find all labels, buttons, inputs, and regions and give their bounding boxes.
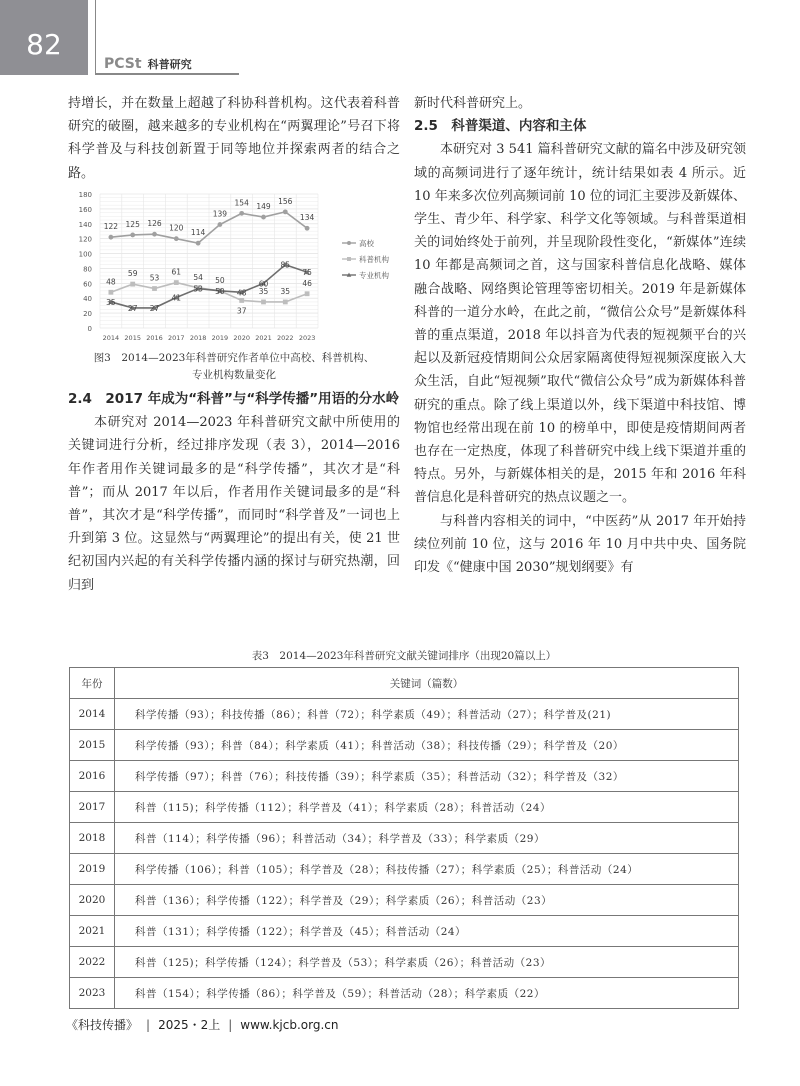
data-point	[261, 215, 266, 220]
y-tick-label: 120	[78, 235, 92, 244]
table-row	[70, 792, 739, 823]
table-row	[70, 823, 739, 854]
data-point	[239, 298, 244, 303]
table-row	[70, 885, 739, 916]
table-row	[70, 978, 739, 1009]
header-divider-horizontal	[95, 73, 239, 75]
data-point	[218, 222, 223, 227]
x-tick-label: 2017	[168, 334, 185, 342]
row-keywords: 科普（154）；科学传播（86）；科学普及（59）；科普活动（28）；科学素质（22）	[115, 978, 739, 1009]
data-label: 35	[106, 297, 116, 307]
paragraph: 与科普内容相关的词中，“中医药”从 2017 年开始持续位列前 10 位，这与 2016 年 10 月中共中央、国务院印发《“健康中国 2030”规划纲要》有	[414, 513, 746, 576]
data-label: 126	[147, 219, 162, 229]
page-number-block	[0, 0, 88, 75]
data-label: 59	[127, 269, 138, 279]
x-tick-label: 2021	[255, 334, 272, 342]
data-label: 35	[280, 286, 291, 296]
row-year: 2020	[70, 885, 115, 916]
journal-brand	[104, 56, 192, 72]
line-chart	[66, 186, 398, 348]
row-year: 2015	[70, 730, 115, 761]
data-point	[109, 235, 114, 240]
legend-label: 专业机构	[359, 271, 389, 280]
data-label: 27	[149, 303, 160, 313]
row-year: 2014	[70, 699, 115, 730]
data-label: 120	[169, 223, 184, 233]
row-keywords: 科学传播（93）；科普（84）；科学素质（41）；科普活动（38）；科技传播（29）；科学普及（20）	[115, 730, 739, 761]
journal-logo: PCSt	[104, 56, 142, 72]
data-label: 149	[256, 202, 271, 212]
data-label: 41	[171, 293, 182, 303]
table-row	[70, 916, 739, 947]
legend-marker	[347, 257, 351, 261]
row-year: 2017	[70, 792, 115, 823]
y-tick-label: 60	[83, 280, 92, 289]
y-tick-label: 80	[83, 265, 92, 274]
left-column-top	[68, 92, 400, 185]
figure-caption-line-1: 图3 2014—2023年科普研究作者单位中高校、科普机构、	[93, 352, 375, 364]
data-point	[239, 211, 244, 216]
x-tick-label: 2022	[277, 334, 294, 342]
paragraph: 新时代科普研究上。	[414, 96, 532, 111]
row-year: 2018	[70, 823, 115, 854]
paragraph: 本研究对 3 541 篇科普研究文献的篇名中涉及研究领域的高频词进行了逐年统计，统计结果如表 4 所示。近 10 年来多次位列高频词前 10 位的词汇主要涉及新媒体、学生、青少年、科学家、科学文化等领域。与科普渠道相关的词始终处于前列，并呈现阶段性变化，“新媒体”连续 10 年都是高频词之首，这与国家科普信息化战略、媒体融合战略、网络舆论管理等密切相关。2019 年是新媒体科普的一道分水岭，在此之前，“微信公众号”是新媒体科普的重点渠道，2018 年以抖音为代表的短视频平台的兴起以及新冠疫情期间公众居家隔离使得短视频深度嵌入大众生活，自此“短视频”取代“微信公众号”成为新媒体科普研究的重点。除了线上渠道以外，线下渠道中科技馆、博物馆也经常出现在前 10 的榜单中，即使是疫情期间两者也存在一定热度，体现了科普研究中线上线下渠道并重的特点。另外，与新媒体相关的是，2015 年和 2016 年科普信息化是科普研究的热点议题之一。	[414, 142, 746, 506]
row-year: 2019	[70, 854, 115, 885]
data-point	[152, 232, 157, 237]
row-keywords: 科学传播（106）；科普（105）；科学普及（28）；科技传播（27）；科学素质（25）；科普活动（24）	[115, 854, 739, 885]
y-tick-label: 40	[83, 295, 92, 304]
left-column-lower	[68, 388, 400, 597]
table-caption: 表3 2014—2023年科普研究文献关键词排序（出现20篇以上）	[251, 650, 557, 662]
paragraph: 本研究对 2014—2023 年科普研究文献中所使用的关键词进行分析，经过排序发现（表 3），2014—2016 年作者用作关键词最多的是“科学传播”，其次才是“科普”；而从 2017 年以后，作者用作关键词最多的是“科普”，其次才是“科学传播”，而同时“科学普及”一词也上升到第 3 位。这显然与“两翼理论”的提出有关，使 21 世纪初国内兴起的有关科学传播内涵的探讨与研究热潮，回归到	[68, 415, 400, 593]
data-label: 60	[258, 279, 269, 289]
data-point	[196, 241, 201, 246]
paragraph: 持增长，并在数量上超越了科协科普机构。这代表着科普研究的破圈，越来越多的专业机构在“两翼理论”号召下将科学普及与科技创新置于同等地位并探索两者的结合之路。	[68, 96, 400, 181]
data-label: 139	[212, 209, 228, 219]
table-row	[70, 854, 739, 885]
data-point	[109, 290, 114, 295]
data-label: 156	[278, 196, 293, 206]
data-label: 53	[193, 284, 203, 294]
data-point	[130, 282, 135, 287]
section-2-5-title: 2.5 科普渠道、内容和主体	[414, 118, 587, 135]
row-keywords: 科普（125)；科学传播（124）；科学普及（53）；科学素质（26）；科普活动（23）	[115, 947, 739, 978]
data-point	[130, 233, 135, 238]
footer-separator: |	[228, 1017, 233, 1032]
data-label: 75	[302, 268, 312, 278]
y-tick-label: 160	[78, 205, 92, 214]
data-label: 35	[258, 286, 269, 296]
data-label: 61	[171, 267, 182, 277]
x-tick-label: 2020	[233, 334, 250, 342]
figure-caption	[68, 350, 400, 384]
legend-marker	[347, 241, 351, 245]
data-label: 114	[190, 228, 206, 238]
x-tick-label: 2023	[298, 334, 316, 342]
data-label: 48	[106, 277, 116, 287]
x-tick-label: 2015	[124, 334, 141, 342]
right-column	[414, 92, 746, 579]
data-point	[305, 226, 310, 231]
row-keywords: 科学传播（97）；科普（76）；科技传播（39）；科学素质（35）；科普活动（32）；科学普及（32）	[115, 761, 739, 792]
header-keywords: 关键词（篇数）	[115, 668, 739, 699]
x-tick-label: 2019	[211, 334, 229, 342]
data-label: 37	[236, 306, 247, 316]
row-year: 2022	[70, 947, 115, 978]
legend-label: 科普机构	[359, 255, 389, 264]
x-tick-label: 2014	[102, 334, 120, 342]
figure-3-chart	[66, 186, 398, 348]
journal-section-title: 科普研究	[147, 58, 192, 71]
data-point	[283, 209, 288, 214]
page-footer	[66, 1016, 338, 1033]
y-tick-label: 140	[78, 220, 92, 229]
footer-issue: 2025・2上	[158, 1018, 221, 1032]
data-label: 50	[215, 275, 225, 285]
data-point	[152, 286, 157, 291]
y-tick-label: 20	[83, 310, 92, 319]
x-tick-label: 2016	[146, 334, 163, 342]
table-row	[70, 699, 739, 730]
table-row	[70, 761, 739, 792]
data-point	[174, 236, 179, 241]
y-tick-label: 100	[78, 250, 92, 259]
data-point	[174, 280, 179, 285]
header-year: 年份	[70, 668, 115, 699]
data-point	[283, 300, 288, 305]
data-point	[261, 300, 266, 305]
x-tick-label: 2018	[189, 334, 207, 342]
footer-journal: 《科技传播》	[66, 1018, 139, 1032]
page-number: 82	[26, 28, 62, 61]
data-label: 53	[149, 273, 160, 283]
data-label: 50	[215, 286, 225, 296]
figure-caption-line-2: 专业机构数量变化	[192, 369, 276, 381]
data-point	[305, 291, 310, 296]
data-label: 122	[103, 222, 119, 232]
footer-separator: |	[146, 1017, 151, 1032]
row-keywords: 科普（131）；科学传播（122）；科学普及（45）；科普活动（24）	[115, 916, 739, 947]
data-label: 46	[302, 278, 312, 288]
data-label: 154	[234, 198, 249, 208]
data-label: 54	[193, 272, 203, 282]
footer-url: www.kjcb.org.cn	[240, 1017, 339, 1032]
data-label: 125	[125, 219, 140, 229]
row-keywords: 科普（114）；科学传播（96）；科普活动（34）；科学普及（33）；科学素质（29）	[115, 823, 739, 854]
table-row	[70, 947, 739, 978]
data-label: 134	[299, 213, 315, 223]
row-year: 2023	[70, 978, 115, 1009]
header-divider-vertical	[95, 0, 96, 74]
y-tick-label: 0	[87, 325, 92, 333]
section-2-4-title: 2.4 2017 年成为“科普”与“科学传播”用语的分水岭	[68, 391, 400, 407]
row-year: 2016	[70, 761, 115, 792]
table-header-row	[70, 668, 739, 699]
keyword-table	[69, 667, 739, 1009]
table-row	[70, 730, 739, 761]
row-keywords: 科普（136）；科学传播（122）；科学普及（29）；科学素质（26）；科普活动（23）	[115, 885, 739, 916]
row-keywords: 科学传播（93）；科技传播（86）；科普（72）；科学素质（49）；科普活动（27）；科学普及(21)	[115, 699, 739, 730]
legend-label: 高校	[359, 239, 374, 248]
data-label: 48	[236, 288, 247, 298]
data-label: 27	[127, 303, 138, 313]
row-keywords: 科普（115)；科学传播（112）；科学普及（41）；科学素质（28）；科普活动（24）	[115, 792, 739, 823]
data-label: 85	[280, 260, 291, 270]
y-tick-label: 180	[78, 191, 92, 199]
row-year: 2021	[70, 916, 115, 947]
